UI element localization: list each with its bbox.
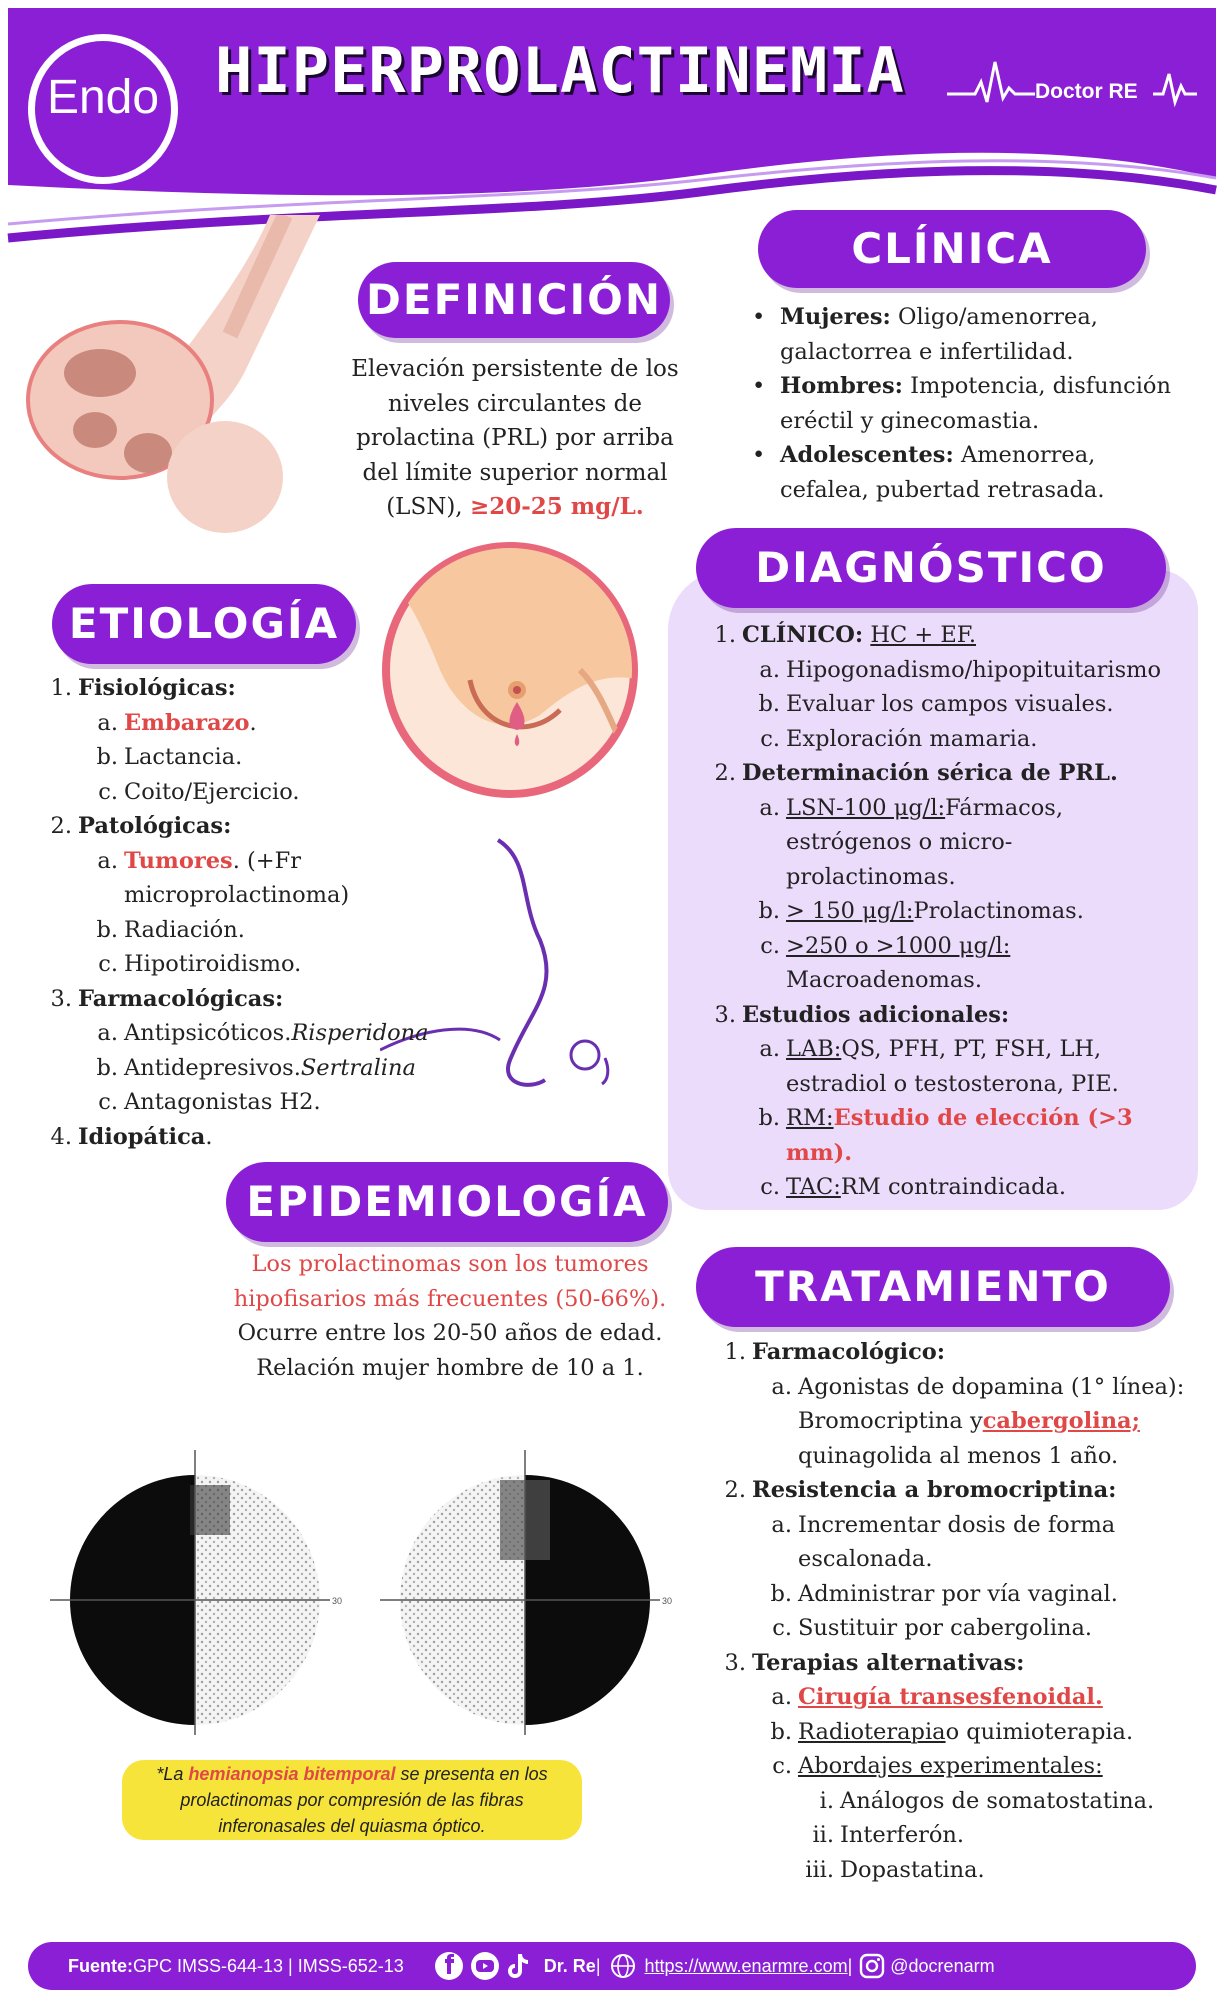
list-number: 4. <box>50 1123 72 1150</box>
note-text: inferonasales del quiasma óptico. <box>218 1816 486 1836</box>
list-item: Abordajes experimentales: <box>798 1753 1103 1779</box>
list-number: 1. <box>724 1339 746 1365</box>
list-number: 2. <box>724 1477 746 1503</box>
list-item: Antipsicóticos. <box>124 1020 292 1046</box>
list-item: Terapias alternativas: <box>752 1649 1025 1676</box>
list-item: CLÍNICO: <box>742 622 864 648</box>
list-letter: b. <box>770 1580 792 1607</box>
definicion-line: prolactina (PRL) por arriba <box>356 425 674 451</box>
list-item: HC + EF. <box>870 622 977 648</box>
list-roman: iii. <box>805 1856 834 1883</box>
footer-separator: | <box>847 1955 853 1976</box>
list-item: Embarazo <box>124 709 250 736</box>
list-number: 2. <box>714 760 736 786</box>
list-letter: a. <box>97 1020 118 1046</box>
list-letter: b. <box>758 1105 780 1131</box>
list-item: Sustituir por cabergolina. <box>798 1615 1093 1641</box>
list-letter: a. <box>771 1511 792 1538</box>
list-letter: a. <box>759 1036 780 1062</box>
clinica-label: Adolescentes: <box>780 442 954 468</box>
list-letter: b. <box>96 916 118 943</box>
list-item: . (+Fr <box>232 847 302 874</box>
footer-source-label: Fuente: <box>68 1955 133 1976</box>
list-item: quinagolida al menos 1 año. <box>798 1442 1119 1469</box>
youtube-icon[interactable] <box>470 1951 500 1981</box>
list-letter: a. <box>97 847 118 874</box>
list-letter: c. <box>98 951 118 977</box>
list-item: Macroadenomas. <box>786 967 982 993</box>
epidemiologia-line: Los prolactinomas son los tumores <box>251 1251 649 1277</box>
etiologia-list <box>50 671 429 1154</box>
list-letter: a. <box>759 656 780 683</box>
definicion-line: (LSN), <box>386 494 470 520</box>
list-item: Sertralina <box>300 1054 416 1081</box>
list-item: estradiol o testosterona, PIE. <box>786 1070 1119 1097</box>
list-item: Exploración mamaria. <box>786 725 1038 752</box>
clinica-text: eréctil y ginecomastia. <box>780 407 1040 434</box>
list-item: Hipogonadismo/hipopituitarismo <box>786 656 1162 683</box>
list-item: Administrar por vía vaginal. <box>798 1580 1118 1607</box>
list-number: 3. <box>50 985 72 1012</box>
footer-separator: | <box>595 1955 601 1976</box>
endo-badge-label: Endo <box>46 71 160 124</box>
list-letter: b. <box>758 691 780 717</box>
list-item: Antidepresivos. <box>124 1054 301 1081</box>
tiktok-icon[interactable] <box>506 1951 532 1981</box>
clinica-text: Amenorrea, <box>953 442 1096 468</box>
list-letter: c. <box>772 1753 792 1779</box>
clinica-label: Hombres: <box>780 373 903 399</box>
epidemiologia-text <box>210 1247 690 1385</box>
list-item: Agonistas de dopamina (1° línea): <box>798 1373 1185 1400</box>
list-item: o quimioterapia. <box>945 1718 1134 1745</box>
footer-bar <box>28 1942 1196 1990</box>
list-item: Evaluar los campos visuales. <box>786 691 1114 717</box>
clinica-heading: CLÍNICA <box>758 210 1146 288</box>
bullet-icon: • <box>752 373 766 399</box>
list-item: Incrementar dosis de forma <box>798 1511 1116 1538</box>
list-item: . <box>249 709 257 736</box>
list-item: Cirugía transesfenoidal. <box>798 1684 1103 1710</box>
definicion-heading: DEFINICIÓN <box>358 262 670 338</box>
tick-label: 30 <box>332 1596 343 1606</box>
epidemiologia-line: hipofisarios más frecuentes (50-66%). <box>233 1285 667 1312</box>
list-letter: a. <box>97 709 118 736</box>
list-item: estrógenos o micro- <box>786 829 1013 855</box>
list-item: Prolactinomas. <box>913 898 1084 924</box>
list-letter: b. <box>96 1054 118 1081</box>
list-item: Resistencia a bromocriptina: <box>752 1477 1117 1503</box>
list-item: Análogos de somatostatina. <box>840 1787 1155 1814</box>
list-item: Hipotiroidismo. <box>124 951 302 977</box>
list-number: 1. <box>714 622 736 648</box>
page-title: HIPERPROLACTINEMIA <box>215 34 905 107</box>
clinica-list <box>752 300 1202 507</box>
lsn-threshold: ≥20-25 mg/L. <box>469 493 644 520</box>
list-letter: a. <box>771 1684 792 1710</box>
list-roman: i. <box>819 1787 834 1814</box>
list-item: >250 o >1000 μg/l: <box>786 932 1011 959</box>
epidemiologia-heading: EPIDEMIOLOGÍA <box>226 1162 668 1242</box>
list-item: Fisiológicas: <box>78 675 236 701</box>
list-letter: c. <box>98 778 118 805</box>
list-item: Radiación. <box>124 916 245 943</box>
list-item: QS, PFH, PT, FSH, LH, <box>841 1036 1102 1062</box>
list-item: Patológicas: <box>78 813 232 839</box>
list-item: Dopastatina. <box>840 1856 985 1883</box>
tratamiento-list <box>722 1335 1184 1887</box>
list-item: Estudio de elección (>3 <box>833 1105 1133 1131</box>
list-item: Coito/Ejercicio. <box>124 778 300 805</box>
list-letter: c. <box>760 1174 780 1200</box>
list-item: escalonada. <box>798 1546 933 1572</box>
clinica-text: Impotencia, disfunción <box>902 373 1171 399</box>
list-number: 2. <box>50 813 72 839</box>
list-item: > 150 μg/l: <box>786 898 914 924</box>
definicion-line: Elevación persistente de los <box>351 356 679 382</box>
brand-logo: Doctor RE <box>1035 80 1138 103</box>
list-item: Fármacos, <box>945 794 1063 821</box>
list-item: Interferón. <box>840 1822 965 1848</box>
epidemiologia-line: Relación mujer hombre de 10 a 1. <box>256 1354 644 1381</box>
tick-label: 30 <box>662 1596 673 1606</box>
list-letter: b. <box>96 744 118 770</box>
list-number: 1. <box>50 675 72 701</box>
list-item: mm). <box>786 1139 853 1166</box>
list-number: 3. <box>724 1649 746 1676</box>
definicion-text <box>330 352 700 525</box>
clinica-text: cefalea, pubertad retrasada. <box>780 476 1105 503</box>
list-item: Idiopática <box>78 1123 206 1150</box>
etiologia-heading: ETIOLOGÍA <box>52 584 356 664</box>
note-highlight: hemianopsia bitemporal <box>188 1764 396 1784</box>
list-letter: c. <box>760 932 780 959</box>
epidemiologia-line: Ocurre entre los 20-50 años de edad. <box>237 1320 663 1346</box>
note-text: prolactinomas por compresión de las fibras <box>180 1790 524 1810</box>
list-roman: ii. <box>812 1822 834 1848</box>
list-item: Radioterapia <box>798 1718 946 1745</box>
list-item: Risperidona <box>291 1020 429 1046</box>
diagnostico-list <box>712 618 1161 1205</box>
list-letter: a. <box>759 794 780 821</box>
list-item: microprolactinoma) <box>124 882 350 908</box>
facebook-icon[interactable] <box>434 1951 464 1981</box>
instagram-handle[interactable]: @docrenarm <box>890 1955 995 1976</box>
list-item: Antagonistas H2. <box>124 1089 321 1115</box>
clinica-text: Oligo/amenorrea, <box>890 304 1098 330</box>
list-item: Determinación sérica de PRL. <box>742 760 1118 786</box>
clinica-label: Mujeres: <box>780 304 891 330</box>
list-letter: c. <box>772 1615 792 1641</box>
website-link[interactable]: https://www.enarmre.com <box>644 1955 848 1976</box>
list-item: Estudios adicionales: <box>742 1001 1010 1028</box>
list-letter: c. <box>98 1089 118 1115</box>
bullet-icon: • <box>752 442 766 468</box>
hemianopsia-note <box>122 1760 582 1840</box>
definicion-line: del límite superior normal <box>362 459 668 486</box>
list-item: prolactinomas. <box>786 863 956 890</box>
visual-field-charts <box>40 1440 680 1740</box>
instagram-icon[interactable] <box>858 1952 886 1980</box>
note-text: *La <box>156 1764 189 1784</box>
list-item: Tumores <box>124 847 233 874</box>
footer-author: Dr. Re <box>543 1955 596 1976</box>
list-letter: c. <box>760 725 780 752</box>
pituitary-illustration <box>20 215 350 535</box>
list-item: Farmacológicas: <box>78 985 284 1012</box>
list-letter: b. <box>770 1718 792 1745</box>
footer-source: GPC IMSS-644-13 | IMSS-652-13 <box>133 1955 404 1976</box>
list-item: LAB: <box>786 1036 842 1062</box>
list-item: RM: <box>786 1105 834 1131</box>
list-item: Farmacológico: <box>752 1339 946 1365</box>
diagnostico-heading: DIAGNÓSTICO <box>696 528 1166 608</box>
clinica-text: galactorrea e infertilidad. <box>780 338 1074 365</box>
list-item: LSN-100 μg/l: <box>786 794 946 821</box>
note-text: se presenta en los <box>395 1764 548 1784</box>
list-item: Lactancia. <box>124 744 243 770</box>
list-letter: b. <box>758 898 780 924</box>
tratamiento-heading: TRATAMIENTO <box>696 1247 1170 1327</box>
bullet-icon: • <box>752 304 766 330</box>
list-item: RM contraindicada. <box>840 1174 1067 1200</box>
globe-icon <box>609 1952 637 1980</box>
list-number: 3. <box>714 1001 736 1028</box>
list-item: Bromocriptina y <box>798 1408 983 1434</box>
list-letter: a. <box>771 1373 792 1400</box>
list-item: cabergolina; <box>982 1408 1140 1434</box>
definicion-line: niveles circulantes de <box>388 390 642 417</box>
list-item: . <box>205 1123 213 1150</box>
list-item: TAC: <box>786 1174 841 1200</box>
